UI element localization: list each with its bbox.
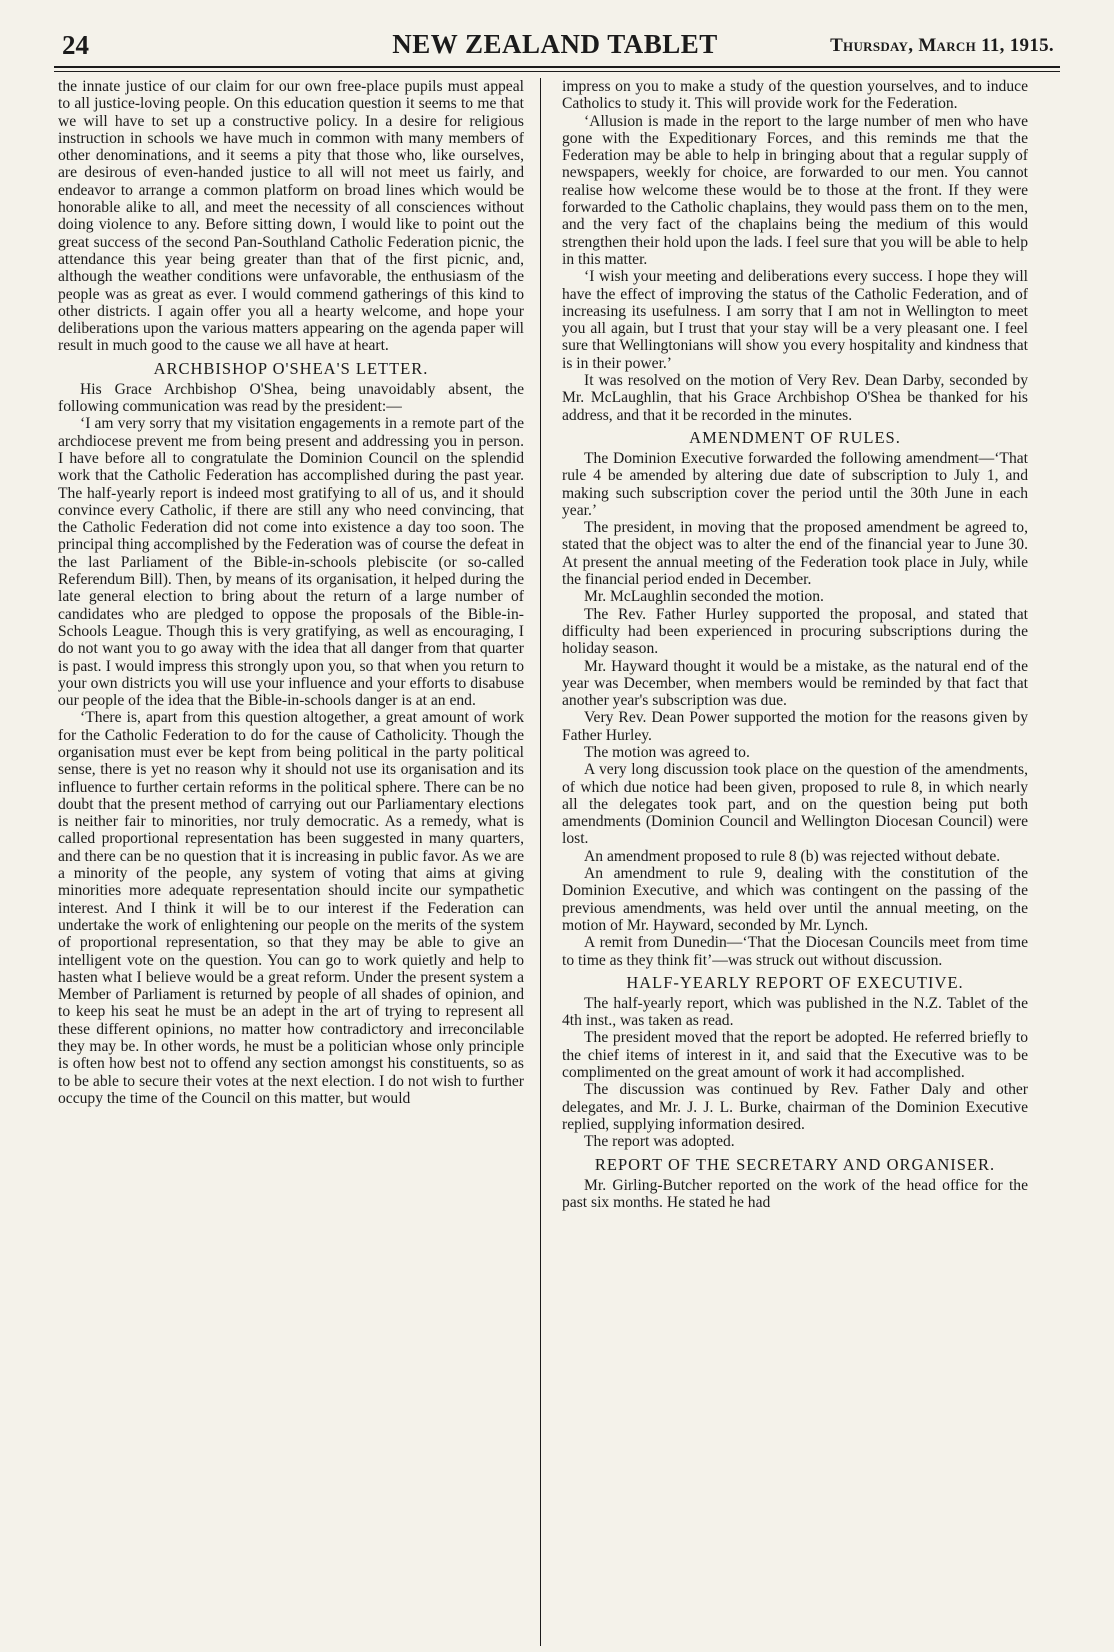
paragraph: ‘I am very sorry that my visitation engagements in a remote part of the archdiocese prevent me from being present and addressing you in person. I have before all to congratulate the Dominion Council on the splendid work that the Catholic Federation has accomplished during the past year. The half-yearly report is indeed most gratifying to all of us, and it should convince every Catholic, if there are still any who need convincing, that the Catholic Federation did not come into existence a day too soon. The principal thing accomplished by the Federation was of course the defeat in the last Parliament of the Bible-in-schools plebiscite (or so-called Referendum Bill). Then, by means of its organisation, it helped during the late general election to bring about the return of a large number of candidates who are pledged to oppose the proposals of the Bible-in-Schools League. Though this is very gratifying, as well as encouraging, I do not want you to go away with the idea that all danger from that quarter is past. I would impress this strongly upon you, so that when you return to your own districts you will use your influence and your efforts to disabuse our people of the idea that the Bible-in-schools danger is at an end. xyxy=(58,415,524,710)
paragraph: ‘I wish your meeting and deliberations every success. I hope they will have the effect of improving the status of the Catholic Federation, and of increasing its usefulness. I am sorry that I am not in Wellington to meet you all again, but I trust that your stay will be a very pleasant one. I feel sure that Wellingtonians will show you every hospitality and kindness that is in their power.’ xyxy=(562,268,1028,372)
paragraph: The motion was agreed to. xyxy=(584,743,750,761)
paragraph: The discussion was continued by Rev. Father Daly and other delegates, and Mr. J. J. L. Burke, chairman of the Dominion Executive replied, supplying information desired. xyxy=(562,1081,1028,1133)
paragraph: The report was adopted. xyxy=(584,1133,735,1151)
paragraph: Very Rev. Dean Power supported the motion for the reasons given by Father Hurley. xyxy=(562,709,1028,744)
paragraph: The president moved that the report be adopted. He referred briefly to the chief items of interest in it, and said that the Executive was to be complimented on the great amount of work it had accomplished. xyxy=(562,1029,1028,1082)
paragraph: The Dominion Executive forwarded the following amendment—‘That rule 4 be amended by altering due date of subscription to July 1, and making such subscription cover the period until the 30th June in each year.’ xyxy=(562,449,1028,519)
section-heading: HALF-YEARLY REPORT OF EXECUTIVE. xyxy=(626,972,964,992)
section-heading: ARCHBISHOP O'SHEA'S LETTER. xyxy=(153,358,429,378)
paragraph: impress on you to make a study of the question yourselves, and to induce Catholics to study it. This will provide work for the Federation. xyxy=(562,78,1028,113)
paragraph: Mr. Girling-Butcher reported on the work of the head office for the past six months. He stated he had xyxy=(562,1176,1028,1211)
column-divider xyxy=(540,78,541,1646)
paragraph: ‘There is, apart from this question altogether, a great amount of work for the Catholic Federation to do for the cause of Catholicity. Though the organisation must ever be kept from being political in the party political sense, there is yet no reason why it should not use its organisation and its influence to further certain reforms in the political sphere. There can be no doubt that the present method of carrying out our Parliamentary elections is neither fair to minorities, nor truly democratic. As a remedy, what is called proportional representation has been suggested in many quarters, and there can be no question that it is increasing in public favor. As we are a minority of the people, any system of voting that aims at giving minorities more adequate representation should incite our sympathetic interest. And I think it will be to our interest if the Federation can undertake the work of enlightening our people on the merits of the system of proportional representation, so that they may be able to give an intelligent vote on the question. You can go to work quietly and help to hasten what I believe would be a great reform. Under the present system a Member of Parliament is returned by people of all shades of opinion, and to keep his seat he must be an adept in the art of trying to represent all these different opinions, no matter how contradictory and irreconcilable they may be. In other words, he must be a politician whose only principle is often how best not to offend any section amongst his constituents, so as to be able to secure their votes at the next election. I do not wish to further occupy the time of the Council on this matter, but would xyxy=(58,709,524,1107)
section-heading: REPORT OF THE SECRETARY AND ORGANISER. xyxy=(594,1154,996,1174)
paragraph: Mr. McLaughlin seconded the motion. xyxy=(584,588,824,606)
paragraph: The president, in moving that the proposed amendment be agreed to, stated that the object was to alter the end of the financial year to June 30. At present the annual meeting of the Federation took place in July, while the financial period ended in December. xyxy=(562,519,1028,589)
paragraph: A very long discussion took place on the question of the amendments, of which due notice had been given, proposed to rule 8, in which nearly all the delegates took part, and on the question being put both amendments (Dominion Council and Wellington Diocesan Council) were lost. xyxy=(562,761,1028,848)
header-rule xyxy=(54,66,1060,68)
issue-date: Thursday, March 11, 1915. xyxy=(830,35,1054,56)
section-heading: AMENDMENT OF RULES. xyxy=(689,427,901,447)
newspaper-title: NEW ZEALAND TABLET xyxy=(392,29,718,59)
paragraph: The half-yearly report, which was published in the N.Z. Tablet of the 4th inst., was taken as read. xyxy=(562,994,1028,1030)
paragraph: The Rev. Father Hurley supported the proposal, and stated that difficulty had been experienced in procuring subscriptions during the holiday season. xyxy=(562,605,1028,658)
header-rule-thin xyxy=(54,71,1060,72)
paragraph: An amendment to rule 9, dealing with the constitution of the Dominion Executive, and which was contingent on the passing of the previous amendments, was held over until the annual meeting, on the motion of Mr. Hayward, seconded by Mr. Lynch. xyxy=(562,865,1028,934)
paragraph: Mr. Hayward thought it would be a mistake, as the natural end of the year was December, when members would be reminded by that fact that another year's subscription was due. xyxy=(562,657,1028,710)
paragraph: ‘Allusion is made in the report to the large number of men who have gone with the Expeditionary Forces, and this reminds me that the Federation may be able to help in bringing about that a regular supply of newspapers, weekly for choice, are forwarded to our men. You cannot realise how welcome these would be to those at the front. If they were forwarded to the Catholic chaplains, they would pass them on to the men, and the very fact of the chaplains being the medium of this would strengthen their hold upon the lads. I feel sure that you will be able to help in this matter. xyxy=(562,112,1028,268)
paragraph: the innate justice of our claim for our own free-place pupils must appeal to all justice-loving people. On this education question it seems to me that we will have to set up a constructive policy. In a desire for religious instruction in schools we have much in common with many members of other denominations, and it seems a pity that those who, like ourselves, are desirous of even-handed justice to all will not meet us fairly, and endeavor to arrange a common platform on broad lines which would be honorable alike to all, and meet the necessity of all consciences without doing violence to any. Before sitting down, I would like to point out the great success of the second Pan-Southland Catholic Federation picnic, the attendance this year being greater than that of the first picnic, and, although the weather conditions were unfavorable, the enthusiasm of the people was as great as ever. I would commend gatherings of this kind to other districts. I again offer you all a hearty welcome, and hope your deliberations upon the various matters appearing on the agenda paper will result in much good to the cause we all have at heart. xyxy=(58,78,524,355)
paragraph: A remit from Dunedin—‘That the Diocesan Councils meet from time to time as they think fit’—was struck out without discussion. xyxy=(562,934,1028,969)
masthead xyxy=(50,26,1060,60)
right-column xyxy=(562,78,1028,1650)
page-number: 24 xyxy=(62,30,89,60)
paragraph: It was resolved on the motion of Very Rev. Dean Darby, seconded by Mr. McLaughlin, that his Grace Archbishop O'Shea be thanked for his address, and that it be recorded in the minutes. xyxy=(562,372,1028,424)
paragraph: His Grace Archbishop O'Shea, being unavoidably absent, the following communication was read by the president:— xyxy=(58,380,524,416)
paragraph: An amendment proposed to rule 8 (b) was rejected without debate. xyxy=(584,847,1001,865)
left-column xyxy=(58,78,524,1650)
